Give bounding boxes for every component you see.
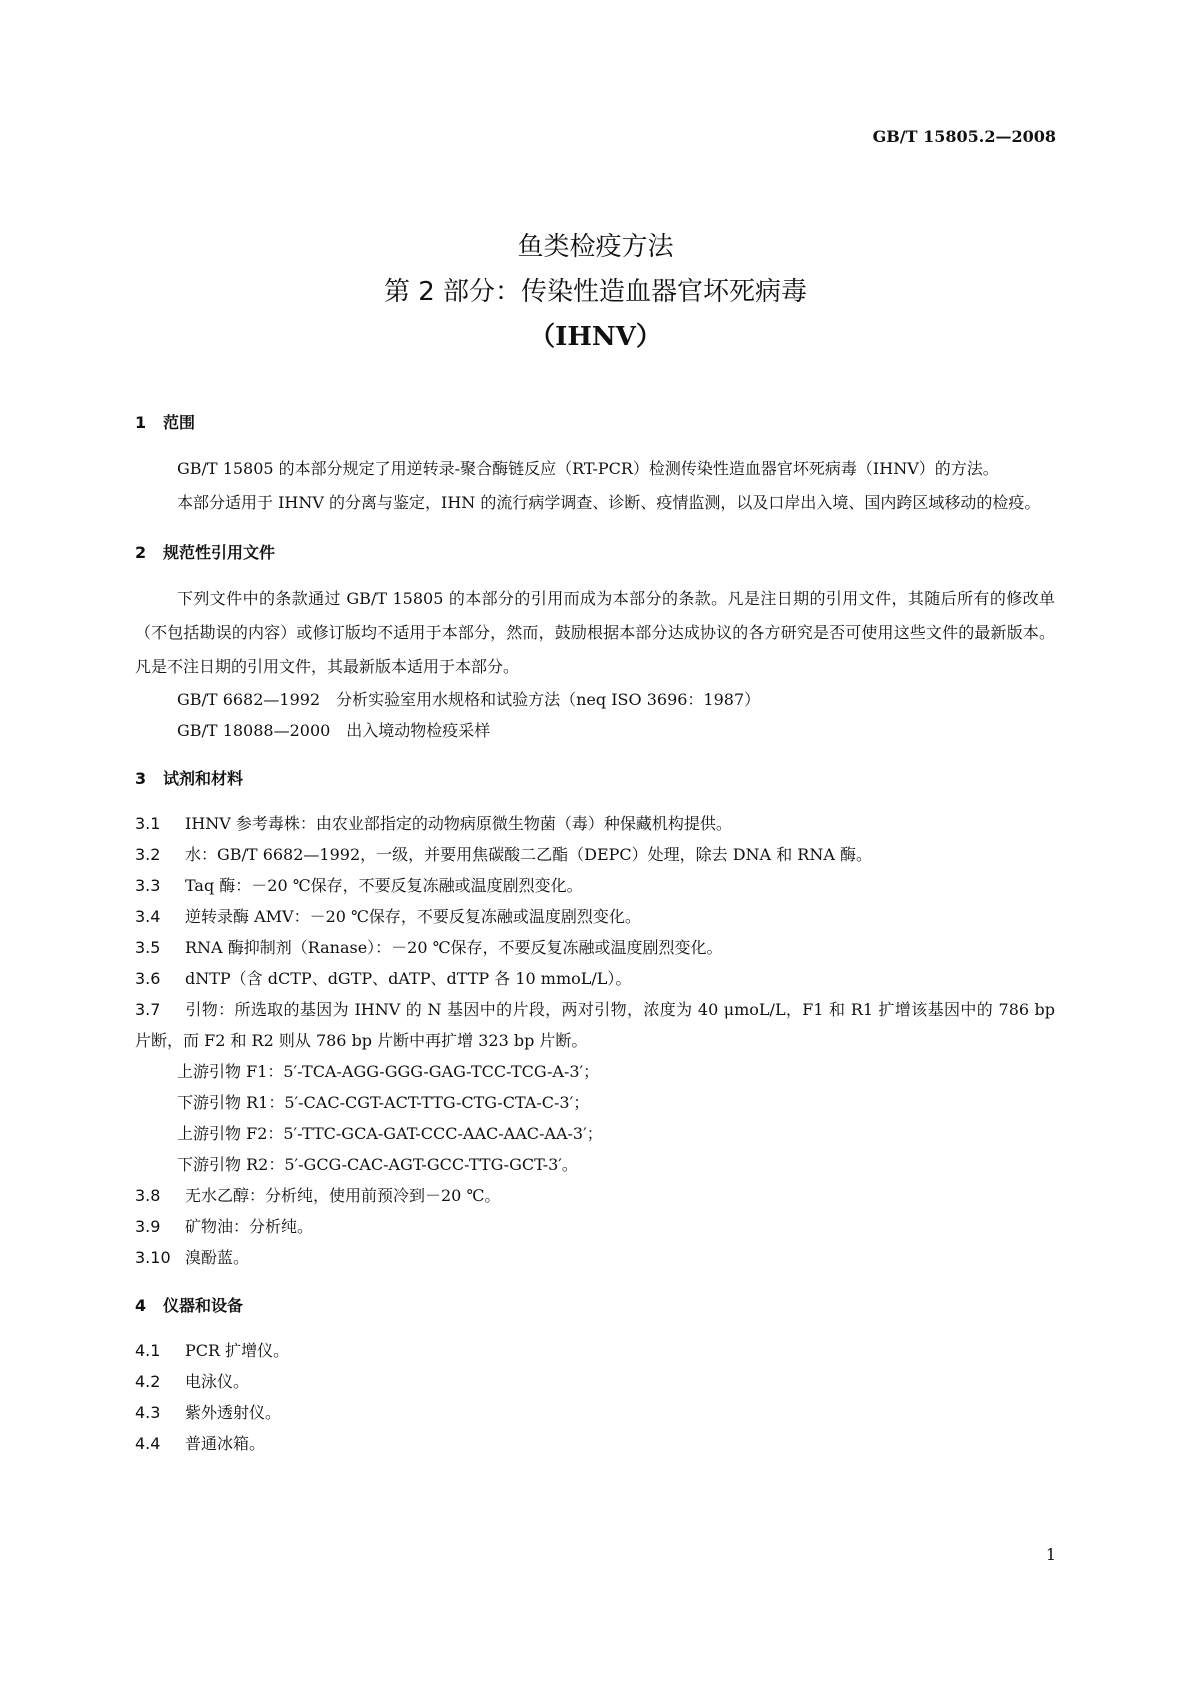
section-title: 仪器和设备 (163, 1296, 244, 1315)
document-title (0, 225, 1191, 359)
list-item: 4.4 普通冰箱。 (135, 1434, 266, 1453)
title-line-3: （IHNV） (529, 322, 662, 352)
paragraph: 本部分适用于 IHNV 的分离与鉴定，IHN 的流行病学调查、诊断、疫情监测，以及口岸出入境、国内跨区域移动的检疫。 (177, 493, 1041, 512)
section-heading (135, 766, 1055, 792)
section-title: 试剂和材料 (163, 769, 244, 788)
list-item: 3.3 Taq 酶：－20 ℃保存，不要反复冻融或温度剧烈变化。 (135, 876, 583, 895)
section-number: 4 (135, 1296, 147, 1315)
primer-line: 下游引物 R2：5′-GCG-CAC-AGT-GCC-TTG-GCT-3′。 (177, 1155, 578, 1174)
list-item: 3.8 无水乙醇：分析纯，使用前预冷到－20 ℃。 (135, 1186, 501, 1205)
reference-item: GB/T 18088—2000 出入境动物检疫采样 (177, 721, 491, 740)
section-heading (135, 1293, 1055, 1319)
section-number: 3 (135, 769, 147, 788)
list-item: 3.7 引物：所选取的基因为 IHNV 的 N 基因中的片段，两对引物，浓度为 40 μmoL/L，F1 和 R1 扩增该基因中的 786 bp 片断，而 F2 和 R2 则从 786 bp 片断中再扩增 323 bp 片断。 (135, 1000, 1055, 1050)
list-item: 3.4 逆转录酶 AMV：－20 ℃保存，不要反复冻融或温度剧烈变化。 (135, 907, 641, 926)
title-line-1: 鱼类检疫方法 (517, 232, 674, 262)
list-item: 3.1 IHNV 参考毒株：由农业部指定的动物病原微生物菌（毒）种保藏机构提供。 (135, 814, 732, 833)
section-title: 范围 (163, 413, 196, 432)
reference-item: GB/T 6682—1992 分析实验室用水规格和试验方法（neq ISO 3696：1987） (177, 690, 761, 709)
list-item: 4.3 紫外透射仪。 (135, 1403, 282, 1422)
list-item: 3.5 RNA 酶抑制剂（Ranase）：－20 ℃保存，不要反复冻融或温度剧烈变化。 (135, 938, 723, 957)
list-item: 3.9 矿物油：分析纯。 (135, 1217, 314, 1236)
title-line-2: 第 2 部分：传染性造血器官坏死病毒 (383, 277, 808, 307)
primer-line: 下游引物 R1：5′-CAC-CGT-ACT-TTG-CTG-CTA-C-3′； (177, 1093, 590, 1112)
list-item: 3.6 dNTP（含 dCTP、dGTP、dATP、dTTP 各 10 mmoL/L）。 (135, 969, 632, 988)
list-item: 4.2 电泳仪。 (135, 1372, 250, 1391)
paragraph: 下列文件中的条款通过 GB/T 15805 的本部分的引用而成为本部分的条款。凡是注日期的引用文件，其随后所有的修改单（不包括勘误的内容）或修订版均不适用于本部分，然而，鼓励根据本部分达成协议的各方研究是否可使用这些文件的最新版本。凡是不注日期的引用文件，其最新版本适用于本部分。 (135, 589, 1055, 676)
page-number: 1 (1045, 1545, 1056, 1564)
section-heading (135, 540, 1055, 566)
standard-number: GB/T 15805.2—2008 (872, 127, 1056, 146)
list-item: 4.1 PCR 扩增仪。 (135, 1341, 290, 1360)
primer-line: 上游引物 F1：5′-TCA-AGG-GGG-GAG-TCC-TCG-A-3′； (177, 1062, 600, 1081)
section-heading (135, 410, 1055, 436)
list-item: 3.2 水：GB/T 6682—1992，一级，并要用焦碳酸二乙酯（DEPC）处理，除去 DNA 和 RNA 酶。 (135, 845, 872, 864)
paragraph: GB/T 15805 的本部分规定了用逆转录-聚合酶链反应（RT-PCR）检测传染性造血器官坏死病毒（IHNV）的方法。 (177, 459, 999, 478)
primer-line: 上游引物 F2：5′-TTC-GCA-GAT-CCC-AAC-AAC-AA-3′； (177, 1124, 603, 1143)
section-number: 2 (135, 543, 147, 562)
list-item: 3.10 溴酚蓝。 (135, 1248, 250, 1267)
section-title: 规范性引用文件 (163, 543, 276, 562)
section-number: 1 (135, 413, 147, 432)
document-body (135, 410, 1055, 1459)
